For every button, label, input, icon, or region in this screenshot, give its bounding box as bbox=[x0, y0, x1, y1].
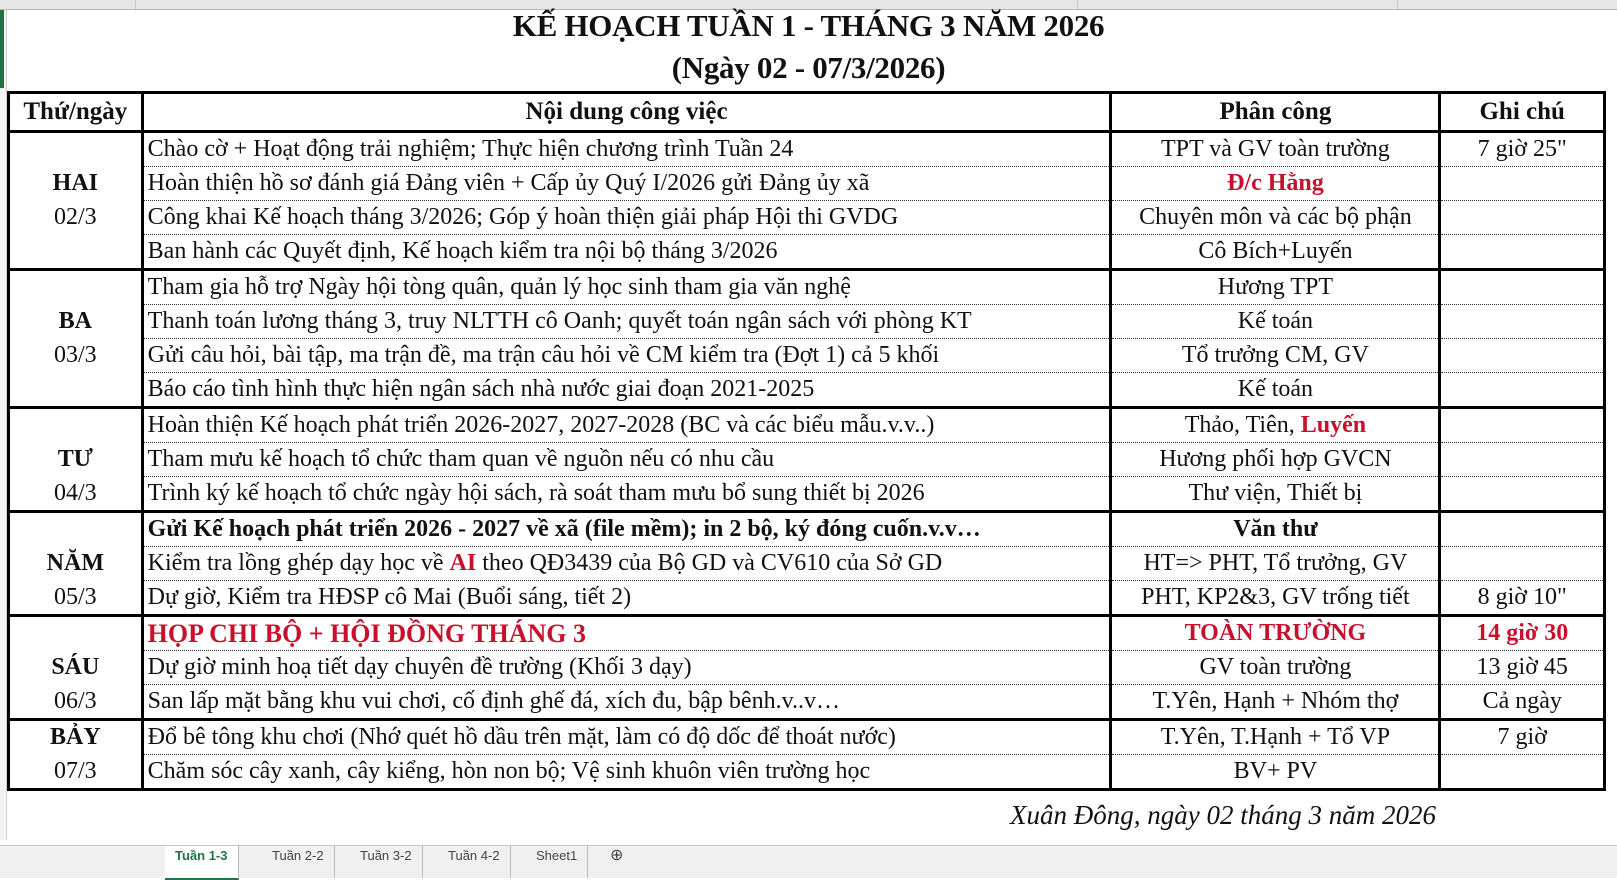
note-cell[interactable]: Cả ngày bbox=[1440, 685, 1605, 720]
day-date[interactable]: 06/3 bbox=[9, 685, 143, 720]
content-cell[interactable]: HỌP CHI BỘ + HỘI ĐỒNG THÁNG 3 bbox=[142, 616, 1111, 651]
assign-cell[interactable]: Hương phối hợp GVCN bbox=[1111, 443, 1440, 477]
content-cell[interactable]: Hoàn thiện hồ sơ đánh giá Đảng viên + Cấp ủy Quý I/2026 gửi Đảng ủy xã bbox=[142, 167, 1111, 201]
table-header-row bbox=[9, 93, 1605, 132]
footer-place-date: Xuân Đông, ngày 02 tháng 3 năm 2026 bbox=[1010, 800, 1436, 830]
content-cell[interactable]: Công khai Kế hoạch tháng 3/2026; Góp ý hoàn thiện giải pháp Hội thi GVDG bbox=[142, 201, 1111, 235]
assign-highlight: Luyến bbox=[1300, 412, 1367, 438]
day-cell[interactable] bbox=[9, 512, 143, 547]
note-cell[interactable]: 13 giờ 45 bbox=[1440, 651, 1605, 685]
content-cell[interactable]: Ban hành các Quyết định, Kế hoạch kiểm tra nội bộ tháng 3/2026 bbox=[142, 235, 1111, 270]
assign-cell[interactable] bbox=[1111, 408, 1440, 443]
day-name[interactable]: BẢY bbox=[9, 720, 143, 755]
content-cell[interactable]: Dự giờ, Kiểm tra HĐSP cô Mai (Buổi sáng, tiết 2) bbox=[142, 581, 1111, 616]
note-cell[interactable] bbox=[1440, 339, 1605, 373]
note-cell[interactable] bbox=[1440, 755, 1605, 790]
day-date[interactable]: 02/3 bbox=[9, 201, 143, 235]
note-cell[interactable] bbox=[1440, 408, 1605, 443]
content-cell[interactable]: Gửi Kế hoạch phát triển 2026 - 2027 về xã (file mềm); in 2 bộ, ký đóng cuốn.v.v… bbox=[142, 512, 1111, 547]
day-cell[interactable] bbox=[9, 616, 143, 651]
table-row bbox=[9, 581, 1605, 616]
assign-cell[interactable]: BV+ PV bbox=[1111, 755, 1440, 790]
day-date[interactable]: 03/3 bbox=[9, 339, 143, 373]
day-cell[interactable] bbox=[9, 235, 143, 270]
assign-cell[interactable]: Thư viện, Thiết bị bbox=[1111, 477, 1440, 512]
note-cell[interactable] bbox=[1440, 477, 1605, 512]
day-name[interactable]: SÁU bbox=[9, 651, 143, 685]
assign-cell[interactable]: TPT và GV toàn trường bbox=[1111, 132, 1440, 167]
note-cell[interactable] bbox=[1440, 167, 1605, 201]
content-text: theo QĐ3439 của Bộ GD và CV610 của Sở GD bbox=[476, 550, 943, 576]
sheet-tab-active[interactable]: Tuần 1-3 bbox=[165, 846, 239, 880]
content-cell[interactable]: Tham mưu kế hoạch tổ chức tham quan về nguồn nếu có nhu cầu bbox=[142, 443, 1111, 477]
sheet-tab[interactable]: Tuần 2-2 bbox=[262, 846, 335, 878]
table-row bbox=[9, 720, 1605, 755]
table-row bbox=[9, 305, 1605, 339]
note-cell[interactable] bbox=[1440, 235, 1605, 270]
table-row bbox=[9, 685, 1605, 720]
assign-cell[interactable]: T.Yên, Hạnh + Nhóm thợ bbox=[1111, 685, 1440, 720]
day-cell[interactable] bbox=[9, 270, 143, 305]
document-title: KẾ HOẠCH TUẦN 1 - THÁNG 3 NĂM 2026 bbox=[512, 8, 1105, 43]
table-row bbox=[9, 408, 1605, 443]
note-cell[interactable] bbox=[1440, 270, 1605, 305]
content-cell[interactable]: Tham gia hỗ trợ Ngày hội tòng quân, quản lý học sinh tham gia văn nghệ bbox=[142, 270, 1111, 305]
table-row bbox=[9, 235, 1605, 270]
sheet-tab[interactable]: Tuần 3-2 bbox=[350, 846, 423, 878]
assign-text: Thảo, Tiên, bbox=[1184, 412, 1301, 438]
header-assign[interactable]: Phân công bbox=[1111, 93, 1440, 132]
content-cell[interactable] bbox=[142, 547, 1111, 581]
add-sheet-icon[interactable]: ⊕ bbox=[610, 847, 624, 864]
day-cell[interactable] bbox=[9, 132, 143, 167]
header-note[interactable]: Ghi chú bbox=[1440, 93, 1605, 132]
assign-cell[interactable]: Đ/c Hằng bbox=[1111, 167, 1440, 201]
assign-cell[interactable]: Kế toán bbox=[1111, 305, 1440, 339]
sheet-tabs-bar bbox=[0, 845, 1617, 878]
day-date[interactable]: 07/3 bbox=[9, 755, 143, 790]
table-row bbox=[9, 512, 1605, 547]
note-cell[interactable]: 7 giờ bbox=[1440, 720, 1605, 755]
table-row bbox=[9, 755, 1605, 790]
weekly-plan-table bbox=[7, 91, 1606, 791]
assign-cell[interactable]: Hương TPT bbox=[1111, 270, 1440, 305]
content-highlight: AI bbox=[449, 550, 477, 576]
day-date[interactable]: 05/3 bbox=[9, 581, 143, 616]
note-cell[interactable] bbox=[1440, 201, 1605, 235]
day-date[interactable]: 04/3 bbox=[9, 477, 143, 512]
assign-cell[interactable]: Tổ trưởng CM, GV bbox=[1111, 339, 1440, 373]
day-name[interactable]: HAI bbox=[9, 167, 143, 201]
content-cell[interactable]: Chào cờ + Hoạt động trải nghiệm; Thực hiện chương trình Tuần 24 bbox=[142, 132, 1111, 167]
note-cell[interactable] bbox=[1440, 443, 1605, 477]
note-cell[interactable]: 7 giờ 25" bbox=[1440, 132, 1605, 167]
assign-cell[interactable]: TOÀN TRƯỜNG bbox=[1111, 616, 1440, 651]
content-cell[interactable]: San lấp mặt bằng khu vui chơi, cố định ghế đá, xích đu, bập bênh.v..v… bbox=[142, 685, 1111, 720]
note-cell[interactable]: 14 giờ 30 bbox=[1440, 616, 1605, 651]
row-header-gutter[interactable] bbox=[0, 10, 7, 840]
table-row bbox=[9, 339, 1605, 373]
content-cell[interactable]: Dự giờ minh hoạ tiết dạy chuyên đề trường (Khối 3 dạy) bbox=[142, 651, 1111, 685]
content-cell[interactable]: Thanh toán lương tháng 3, truy NLTTH cô Oanh; quyết toán ngân sách với phòng KT bbox=[142, 305, 1111, 339]
day-name[interactable]: NĂM bbox=[9, 547, 143, 581]
assign-cell[interactable]: PHT, KP2&3, GV trống tiết bbox=[1111, 581, 1440, 616]
sheet-tab[interactable]: Sheet1 bbox=[526, 846, 588, 878]
day-name[interactable]: BA bbox=[9, 305, 143, 339]
table-row bbox=[9, 616, 1605, 651]
table-row bbox=[9, 132, 1605, 167]
content-text: Kiểm tra lồng ghép dạy học về bbox=[147, 550, 450, 576]
note-cell[interactable]: 8 giờ 10" bbox=[1440, 581, 1605, 616]
content-cell[interactable]: Báo cáo tình hình thực hiện ngân sách nhà nước giai đoạn 2021-2025 bbox=[142, 373, 1111, 408]
day-cell[interactable] bbox=[9, 408, 143, 443]
sheet-tab[interactable]: Tuần 4-2 bbox=[438, 846, 511, 878]
note-cell[interactable] bbox=[1440, 373, 1605, 408]
assign-cell[interactable]: GV toàn trường bbox=[1111, 651, 1440, 685]
note-cell[interactable] bbox=[1440, 305, 1605, 339]
table-row bbox=[9, 373, 1605, 408]
day-cell[interactable] bbox=[9, 373, 143, 408]
table-row bbox=[9, 167, 1605, 201]
assign-cell[interactable]: T.Yên, T.Hạnh + Tổ VP bbox=[1111, 720, 1440, 755]
header-day[interactable]: Thứ/ngày bbox=[9, 93, 143, 132]
table-row bbox=[9, 651, 1605, 685]
assign-cell[interactable]: Kế toán bbox=[1111, 373, 1440, 408]
assign-cell[interactable]: Văn thư bbox=[1111, 512, 1440, 547]
assign-cell[interactable]: Cô Bích+Luyến bbox=[1111, 235, 1440, 270]
table-row bbox=[9, 547, 1605, 581]
assign-cell[interactable]: Chuyên môn và các bộ phận bbox=[1111, 201, 1440, 235]
document-subtitle: (Ngày 02 - 07/3/2026) bbox=[671, 50, 946, 85]
table-row bbox=[9, 201, 1605, 235]
note-cell[interactable] bbox=[1440, 547, 1605, 581]
content-cell[interactable]: Đổ bê tông khu chơi (Nhớ quét hồ dầu trên mặt, làm có độ dốc để thoát nước) bbox=[142, 720, 1111, 755]
content-cell[interactable]: Hoàn thiện Kế hoạch phát triển 2026-2027, 2027-2028 (BC và các biểu mẫu.v.v..) bbox=[142, 408, 1111, 443]
day-name[interactable]: TƯ bbox=[9, 443, 143, 477]
table-row bbox=[9, 270, 1605, 305]
table-row bbox=[9, 477, 1605, 512]
content-cell[interactable]: Gửi câu hỏi, bài tập, ma trận đề, ma trận câu hỏi về CM kiểm tra (Đợt 1) cả 5 khối bbox=[142, 339, 1111, 373]
table-row bbox=[9, 443, 1605, 477]
assign-cell[interactable]: HT=> PHT, Tổ trưởng, GV bbox=[1111, 547, 1440, 581]
note-cell[interactable] bbox=[1440, 512, 1605, 547]
header-content[interactable]: Nội dung công việc bbox=[142, 93, 1111, 132]
content-cell[interactable]: Chăm sóc cây xanh, cây kiểng, hòn non bộ; Vệ sinh khuôn viên trường học bbox=[142, 755, 1111, 790]
content-cell[interactable]: Trình ký kế hoạch tổ chức ngày hội sách, rà soát tham mưu bổ sung thiết bị 2026 bbox=[142, 477, 1111, 512]
